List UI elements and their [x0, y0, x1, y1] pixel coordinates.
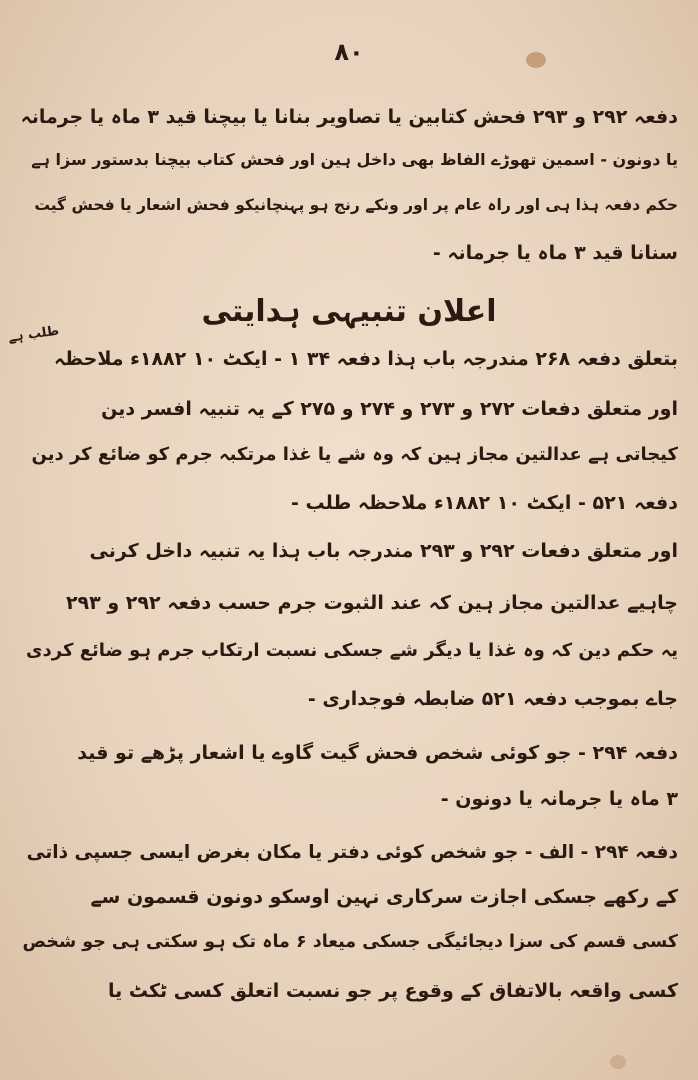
page-number: ۸۰ — [334, 38, 364, 66]
text-line: بتعلق دفعہ ۲۶۸ مندرجہ باب ہذا دفعہ ۳۴ ۱ - ایکٹ ۱۰ ۱۸۸۲ء ملاحظہ — [53, 348, 678, 370]
ink-stain — [610, 1055, 626, 1069]
margin-note: طلب ہے — [7, 323, 61, 346]
text-line: جاے بموجب دفعہ ۵۲۱ ضابطہ فوجداری - — [307, 688, 678, 710]
text-line: کسی قسم کی سزا دیجائیگی جسکی میعاد ۶ ماہ تک ہو سکتی ہی جو شخص — [22, 932, 678, 952]
text-line: کے رکھے جسکی اجازت سرکاری نہین اوسکو دونون قسمون سے — [90, 886, 678, 908]
text-line: دفعہ ۲۹۲ و ۲۹۳ فحش کتابین یا تصاویر بنانا یا بیچنا قید ۳ ماہ یا جرمانہ — [20, 106, 678, 128]
text-line: کسی واقعہ بالاتفاق کے وقوع پر جو نسبت اتعلق کسی ٹکٹ یا — [108, 980, 678, 1002]
text-line: اور متعلق دفعات ۲۹۲ و ۲۹۳ مندرجہ باب ہذا یہ تنبیہ داخل کرنی — [89, 540, 678, 562]
text-line: یہ حکم دین کہ وہ غذا یا دیگر شے جسکی نسبت ارتکاب جرم ہو ضائع کردی — [26, 640, 678, 661]
text-line: اور متعلق دفعات ۲۷۲ و ۲۷۳ و ۲۷۴ و ۲۷۵ کے یہ تنبیہ افسر دین — [101, 398, 678, 420]
section-heading: اعلان تنبیہی ہدایتی — [201, 294, 497, 329]
text-line: یا دونون - اسمین تھوڑے الفاظ بھی داخل ہین اور فحش کتاب بیچنا بدستور سزا ہے — [31, 150, 678, 169]
text-line: چاہیے عدالتین مجاز ہین کہ عند الثبوت جرم حسب دفعہ ۲۹۲ و ۲۹۳ — [65, 592, 678, 614]
text-line: دفعہ ۲۹۴ - جو کوئی شخص فحش گیت گاوے یا اشعار پڑھے تو قید — [77, 742, 678, 764]
text-line: سنانا قید ۳ ماہ یا جرمانہ - — [432, 242, 678, 264]
text-line: دفعہ ۲۹۴ - الف - جو شخص کوئی دفتر یا مکان بغرض ایسی جسپی ذاتی — [26, 842, 678, 863]
text-line: دفعہ ۵۲۱ - ایکٹ ۱۰ ۱۸۸۲ء ملاحظہ طلب - — [291, 492, 678, 514]
text-line: حکم دفعہ ہذا ہی اور راہ عام پر اور ونکے رنج ہو پہنچانیکو فحش اشعار یا فحش گیت — [34, 196, 678, 214]
text-line: کیجاتی ہے عدالتین مجاز ہین کہ وہ شے یا غذا مرتکبہ جرم کو ضائع کر دین — [31, 444, 678, 465]
text-line: ۳ ماہ یا جرمانہ یا دونون - — [440, 788, 678, 810]
